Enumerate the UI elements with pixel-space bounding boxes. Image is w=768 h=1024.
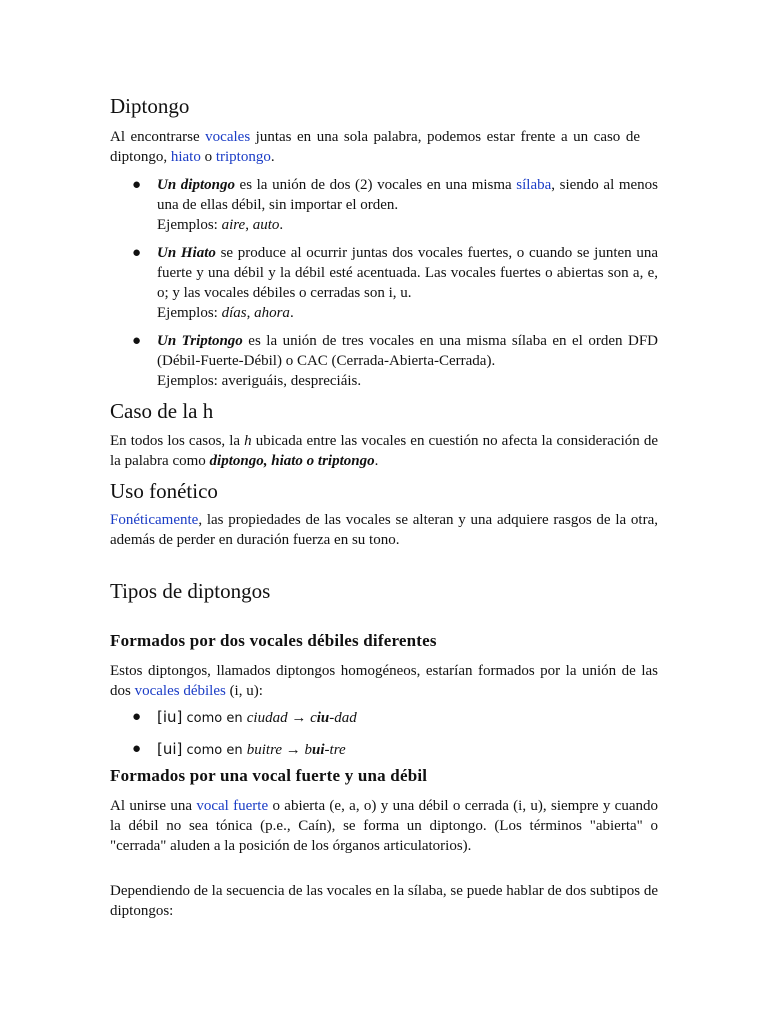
syl-b: iu: [316, 710, 330, 726]
arrow-icon: →: [282, 742, 305, 758]
bullet-icon: ●: [132, 245, 142, 261]
link-vocal-fuerte[interactable]: vocal fuerte: [196, 798, 269, 814]
heading-diptongo: Diptongo: [110, 94, 190, 118]
example-end: .: [289, 305, 294, 321]
list-item-triptongo: [110, 331, 658, 391]
example-sep: ,: [245, 217, 253, 233]
intro-text-4: .: [270, 149, 275, 165]
link-silaba[interactable]: sílaba: [516, 177, 552, 193]
bullet-icon: ●: [132, 709, 142, 725]
examples-text: Ejemplos: averiguáis, despreciáis.: [157, 373, 362, 389]
bullet-icon: ●: [132, 741, 142, 757]
caso-text-3: .: [374, 453, 379, 469]
example-1: días: [221, 305, 247, 321]
homogeneous-list: [110, 707, 658, 761]
heading-tipos: Tipos de diptongos: [110, 579, 271, 603]
debiles-text-2: (i, u):: [225, 683, 263, 699]
intro-text-1: Al encontrarse: [110, 129, 206, 145]
syl-c: -dad: [329, 710, 357, 726]
como-en: como en: [182, 743, 247, 758]
term-hiato: Un Hiato: [157, 245, 216, 261]
list-item-ui: [110, 739, 658, 761]
example-sep: ,: [246, 305, 255, 321]
syl-b: ui: [312, 742, 325, 758]
example-2: ahora: [254, 305, 290, 321]
example-1: aire: [221, 217, 246, 233]
debiles-text-1: Estos diptongos, llamados diptongos homogéneos, estarían formados por la unión de las dos: [110, 663, 658, 699]
caso-bold: diptongo, hiato o triptongo: [209, 453, 375, 469]
como-en: como en: [182, 711, 247, 726]
caso-text-2: ubicada entre las vocales en cuestión no afecta la consideración de la palabra como: [110, 433, 658, 469]
caso-text-1: En todos los casos, la: [110, 433, 245, 449]
syl-a: c: [310, 710, 317, 726]
intro-text-3: o: [200, 149, 216, 165]
bullet-icon: ●: [132, 333, 142, 349]
heading-uso-fonetico: Uso fonético: [110, 479, 218, 503]
uso-fonetico-paragraph: [110, 510, 658, 550]
link-triptongo[interactable]: triptongo: [215, 149, 271, 165]
def-text-2: , siendo al menos una de ellas débil, sin importar el orden.: [157, 177, 658, 213]
def-text: se produce al ocurrir juntas dos vocales fuertes, o cuando se junten una fuerte y una débil y la débil esté acentuada. Las vocales fuertes o abiertas son a, e, o; y las vocales débiles o cerradas son i, u.: [157, 245, 658, 301]
word-ciudad: ciudad: [246, 710, 288, 726]
letter-h: h: [244, 433, 252, 449]
syl-a: b: [304, 742, 313, 758]
word-buitre: buitre: [246, 742, 283, 758]
fuerte-text-1: Al unirse una: [110, 798, 197, 814]
examples-label: Ejemplos:: [157, 217, 222, 233]
list-item-iu: [110, 707, 658, 729]
uso-text: , las propiedades de las vocales se alteran y una adquiere rasgos de la otra, además de perder en duración fuerza en su tono.: [110, 512, 658, 548]
fuerte-debil-paragraph: [110, 796, 658, 856]
def-text-1: es la unión de dos (2) vocales en una misma: [234, 177, 517, 193]
bullet-icon: ●: [132, 177, 142, 193]
link-vocales[interactable]: vocales: [205, 129, 251, 145]
subheading-fuerte-debil: Formados por una vocal fuerte y una débil: [110, 766, 428, 785]
list-item-diptongo: [110, 175, 658, 235]
link-vocales-debiles[interactable]: vocales débiles: [134, 683, 226, 699]
definition-list: [110, 175, 658, 391]
caso-h-paragraph: [110, 431, 658, 471]
intro-paragraph: [110, 127, 640, 167]
arrow-icon: →: [287, 710, 311, 726]
term-diptongo: Un diptongo: [157, 177, 235, 193]
link-hiato[interactable]: hiato: [170, 149, 201, 165]
subtipos-paragraph: Dependiendo de la secuencia de las vocales en la sílaba, se puede hablar de dos subtipos de diptongos:: [110, 883, 658, 919]
ipa-ui: [ui]: [157, 740, 183, 758]
ipa-iu: [iu]: [157, 708, 183, 726]
example-2: auto: [252, 217, 280, 233]
link-foneticamente[interactable]: Fonéticamente: [110, 512, 199, 528]
examples-label: Ejemplos:: [157, 305, 222, 321]
example-end: .: [279, 217, 284, 233]
heading-caso-h: Caso de la h: [110, 399, 214, 423]
fuerte-text-2: o abierta (e, a, o) y una débil o cerrada (i, u), siempre y cuando la débil no sea tónica (p.e., Caín), se forma un diptongo. (Los términos "abierta" o "cerrada" aluden a la posición de los órganos articulatorios).: [110, 798, 658, 854]
debiles-paragraph: [110, 661, 658, 701]
intro-text-2: juntas en una sola palabra, podemos estar frente a un caso de diptongo,: [110, 129, 640, 165]
syl-c: -tre: [324, 742, 346, 758]
term-triptongo: Un Triptongo: [157, 333, 243, 349]
list-item-hiato: [110, 243, 658, 323]
def-text: es la unión de tres vocales en una misma sílaba en el orden DFD (Débil-Fuerte-Débil) o CAC (Cerrada-Abierta-Cerrada).: [157, 333, 658, 369]
subheading-debiles: Formados por dos vocales débiles diferentes: [110, 631, 437, 650]
